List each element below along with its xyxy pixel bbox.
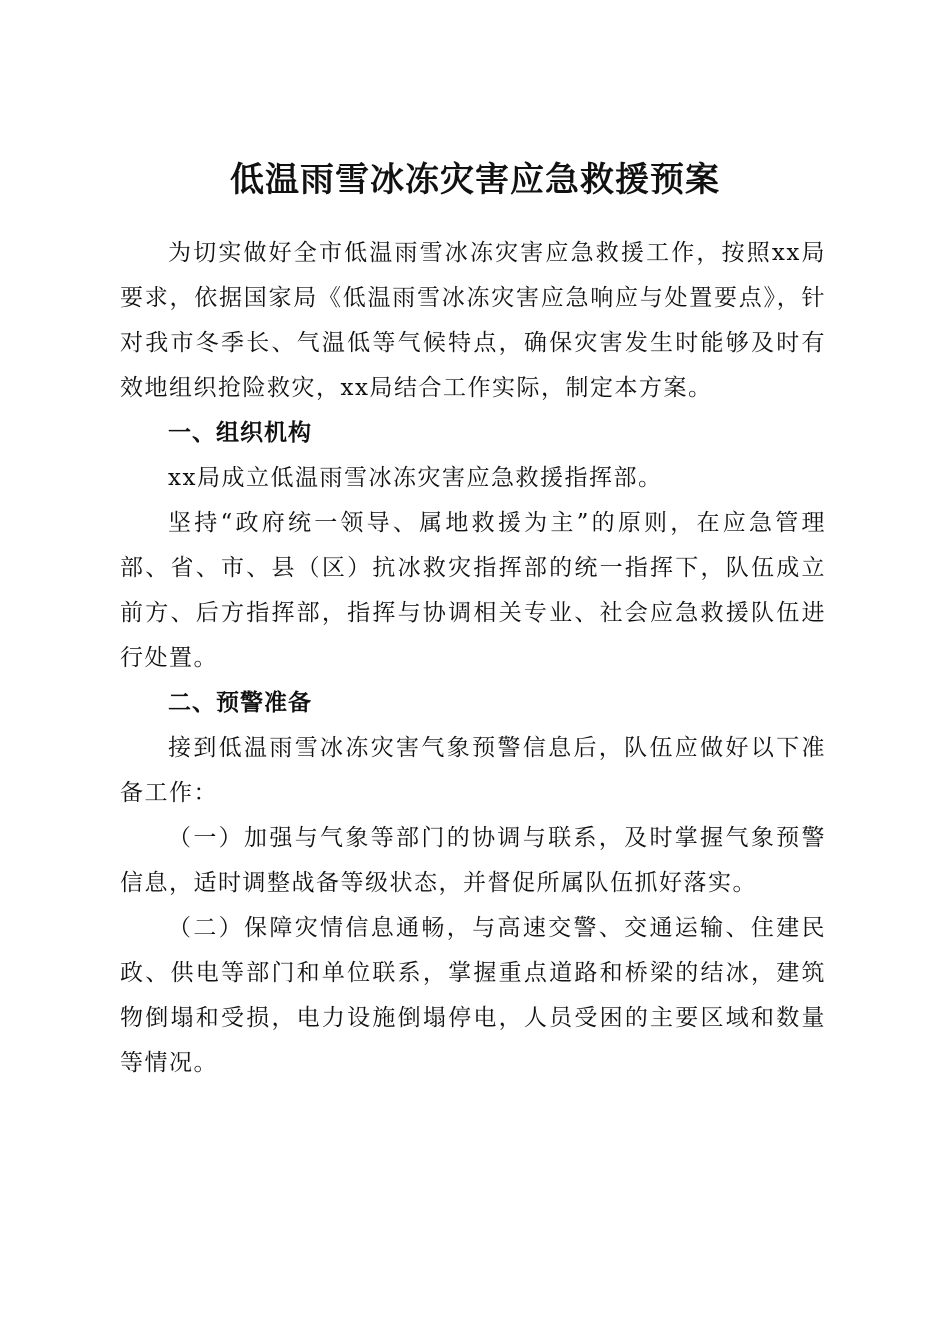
- section-2-item-1: （一）加强与气象等部门的协调与联系，及时掌握气象预警信息，适时调整战备等级状态，并督促所属队伍抓好落实。: [120, 825, 826, 896]
- section-1-paragraph-1: xx局成立低温雨雪冰冻灾害应急救援指挥部。: [168, 465, 663, 491]
- section-2-heading: 二、预警准备: [168, 690, 312, 716]
- intro-paragraph: 为切实做好全市低温雨雪冰冻灾害应急救援工作，按照xx局要求，依据国家局《低温雨雪冰冻灾害应急响应与处置要点》，针对我市冬季长、气温低等气候特点，确保灾害发生时能够及时有效地组织抢险救灾，xx局结合工作实际，制定本方案。: [120, 240, 826, 401]
- section-2-paragraph-1: 接到低温雨雪冰冻灾害气象预警信息后，队伍应做好以下准备工作：: [120, 735, 826, 806]
- section-1-paragraph-2: 坚持“政府统一领导、属地救援为主”的原则，在应急管理部、省、市、县（区）抗冰救灾指挥部的统一指挥下，队伍成立前方、后方指挥部，指挥与协调相关专业、社会应急救援队伍进行处置。: [120, 510, 826, 671]
- section-2-item-2: （二）保障灾情信息通畅，与高速交警、交通运输、住建民政、供电等部门和单位联系，掌握重点道路和桥梁的结冰，建筑物倒塌和受损，电力设施倒塌停电，人员受困的主要区域和数量等情况。: [120, 915, 826, 1076]
- document-title: 低温雨雪冰冻灾害应急救援预案: [230, 159, 720, 200]
- section-1-heading: 一、组织机构: [168, 420, 312, 446]
- document-body: [120, 231, 826, 1086]
